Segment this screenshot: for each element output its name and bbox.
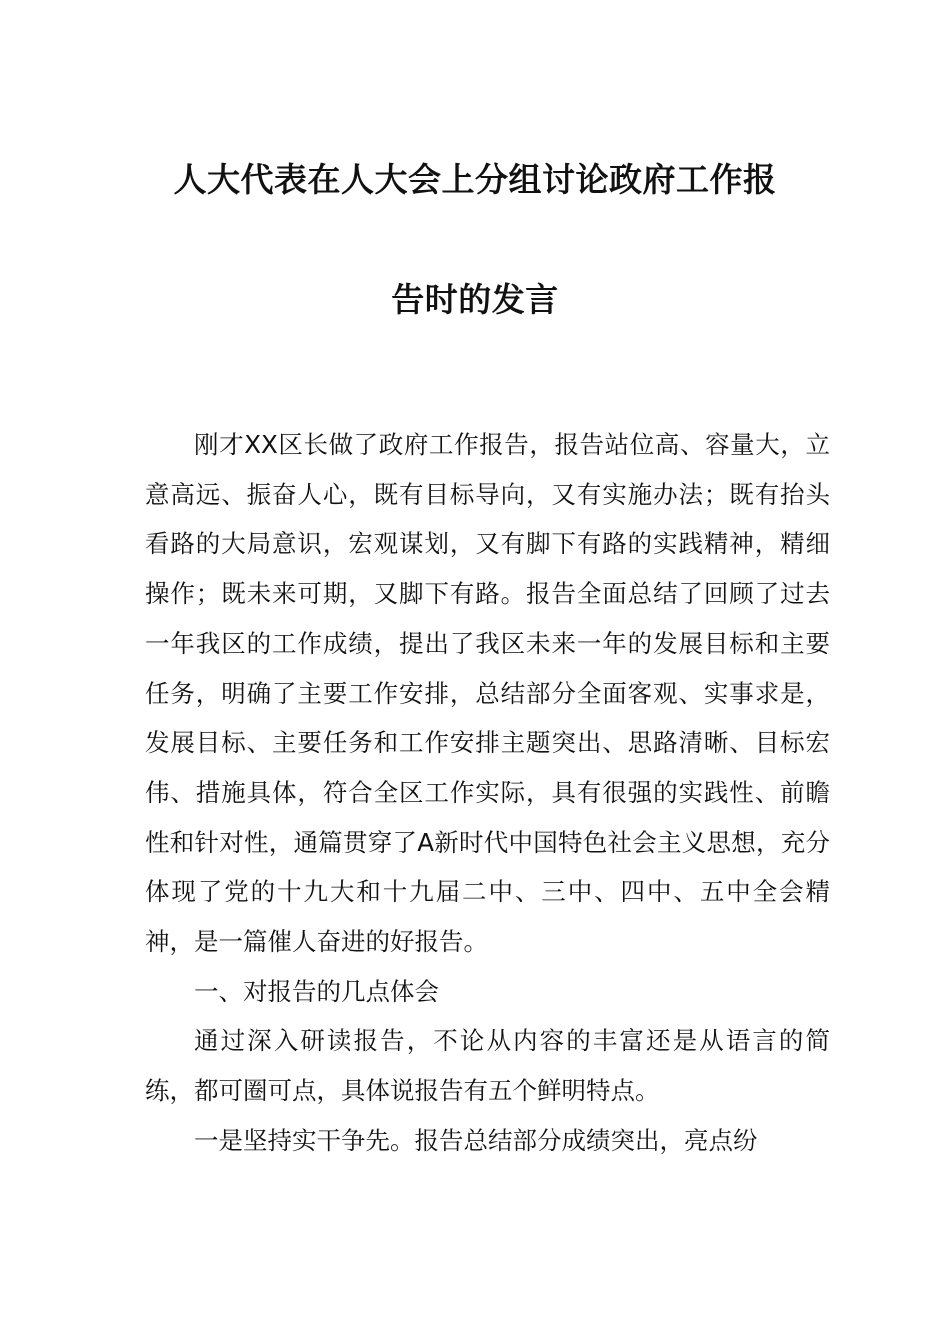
- paragraph-point-1: 一是坚持实干争先。报告总结部分成绩突出，亮点纷: [194, 1125, 758, 1155]
- document-title-line-2: 告时的发言: [391, 280, 559, 319]
- paragraph-section-1: 通过深入研读报告，不论从内容的丰富还是从语言的简练，都可圈可点，具体说报告有五个鲜明特点。: [145, 1026, 830, 1106]
- paragraph-intro: 刚才XX区长做了政府工作报告，报告站位高、容量大，立意高远、振奋人心，既有目标导向，又有实施办法；既有抬头看路的大局意识，宏观谋划，又有脚下有路的实践精神，精细操作；既未来可期，又脚下有路。报告全面总结了回顾了过去一年我区的工作成绩，提出了我区未来一年的发展目标和主要任务，明确了主要工作安排，总结部分全面客观、实事求是，发展目标、主要任务和工作安排主题突出、思路清晰、目标宏伟、措施具体，符合全区工作实际，具有很强的实践性、前瞻性和针对性，通篇贯穿了A新时代中国特色社会主义思想，充分体现了党的十九大和十九届二中、三中、四中、五中全会精神，是一篇催人奋进的好报告。: [145, 430, 830, 957]
- section-heading-1: 一、对报告的几点体会: [194, 976, 439, 1006]
- document-body: [145, 420, 830, 1166]
- document-title-line-1: 人大代表在人大会上分组讨论政府工作报: [173, 160, 777, 199]
